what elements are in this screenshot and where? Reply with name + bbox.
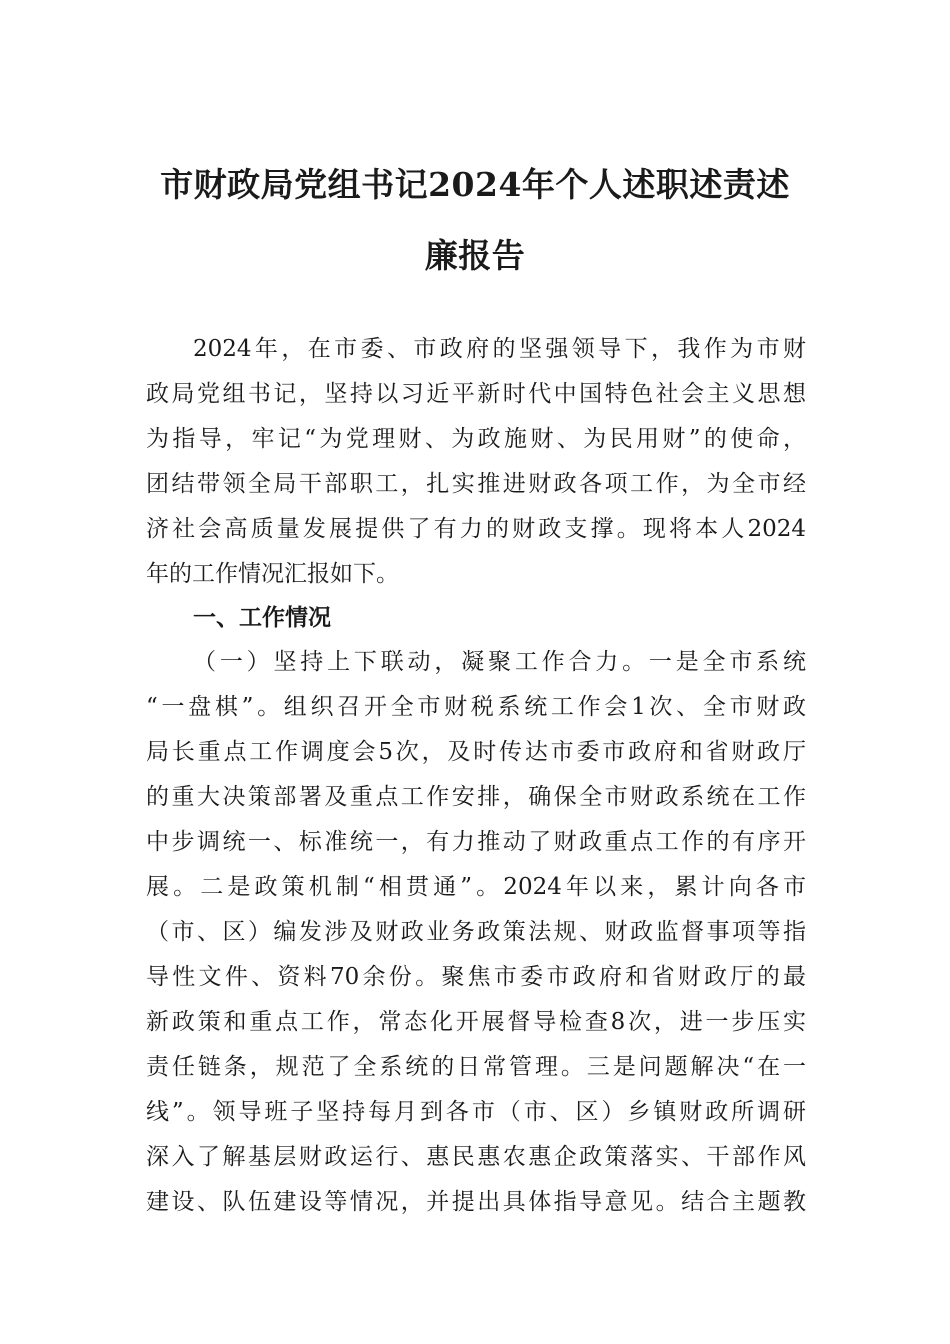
paragraph-line: 政局党组书记，坚持以习近平新时代中国特色社会主义思想 (146, 381, 806, 407)
paragraph-line: 建设、队伍建设等情况，并提出具体指导意见。结合主题教 (146, 1189, 806, 1215)
paragraph-line: 深入了解基层财政运行、惠民惠农惠企政策落实、干部作风 (146, 1144, 806, 1170)
paragraph-line: 导性文件、资料70余份。聚焦市委市政府和省财政厅的最 (146, 964, 806, 990)
section-heading: 一、工作情况 (193, 605, 331, 631)
paragraph-line: 济社会高质量发展提供了有力的财政支撑。现将本人2024 (146, 516, 806, 542)
paragraph-line: 展。二是政策机制“相贯通”。2024年以来，累计向各市 (146, 874, 806, 900)
paragraph-line: （一）坚持上下联动，凝聚工作合力。一是全市系统 (193, 649, 806, 675)
paragraph-line: （市、区）编发涉及财政业务政策法规、财政监督事项等指 (146, 919, 806, 945)
paragraph-line: 2024年，在市委、市政府的坚强领导下，我作为市财 (193, 336, 806, 362)
paragraph-line: 团结带领全局干部职工，扎实推进财政各项工作，为全市经 (146, 471, 806, 497)
paragraph-line: 的重大决策部署及重点工作安排，确保全市财政系统在工作 (146, 784, 806, 810)
paragraph-line: 中步调统一、标准统一，有力推动了财政重点工作的有序开 (146, 829, 806, 855)
paragraph-line: 责任链条，规范了全系统的日常管理。三是问题解决“在一 (146, 1054, 806, 1080)
paragraph-line: 年的工作情况汇报如下。 (146, 561, 399, 587)
paragraph-line: “一盘棋”。组织召开全市财税系统工作会1次、全市财政 (146, 694, 806, 720)
document-title-line-1: 市财政局党组书记2024年个人述职述责述 (160, 165, 790, 204)
paragraph-line: 新政策和重点工作，常态化开展督导检查8次，进一步压实 (146, 1009, 806, 1035)
paragraph-line: 线”。领导班子坚持每月到各市（市、区）乡镇财政所调研 (146, 1099, 806, 1125)
document-title-line-2: 廉报告 (424, 236, 526, 275)
paragraph-line: 局长重点工作调度会5次，及时传达市委市政府和省财政厅 (146, 739, 806, 765)
paragraph-line: 为指导，牢记“为党理财、为政施财、为民用财”的使命， (146, 426, 806, 452)
